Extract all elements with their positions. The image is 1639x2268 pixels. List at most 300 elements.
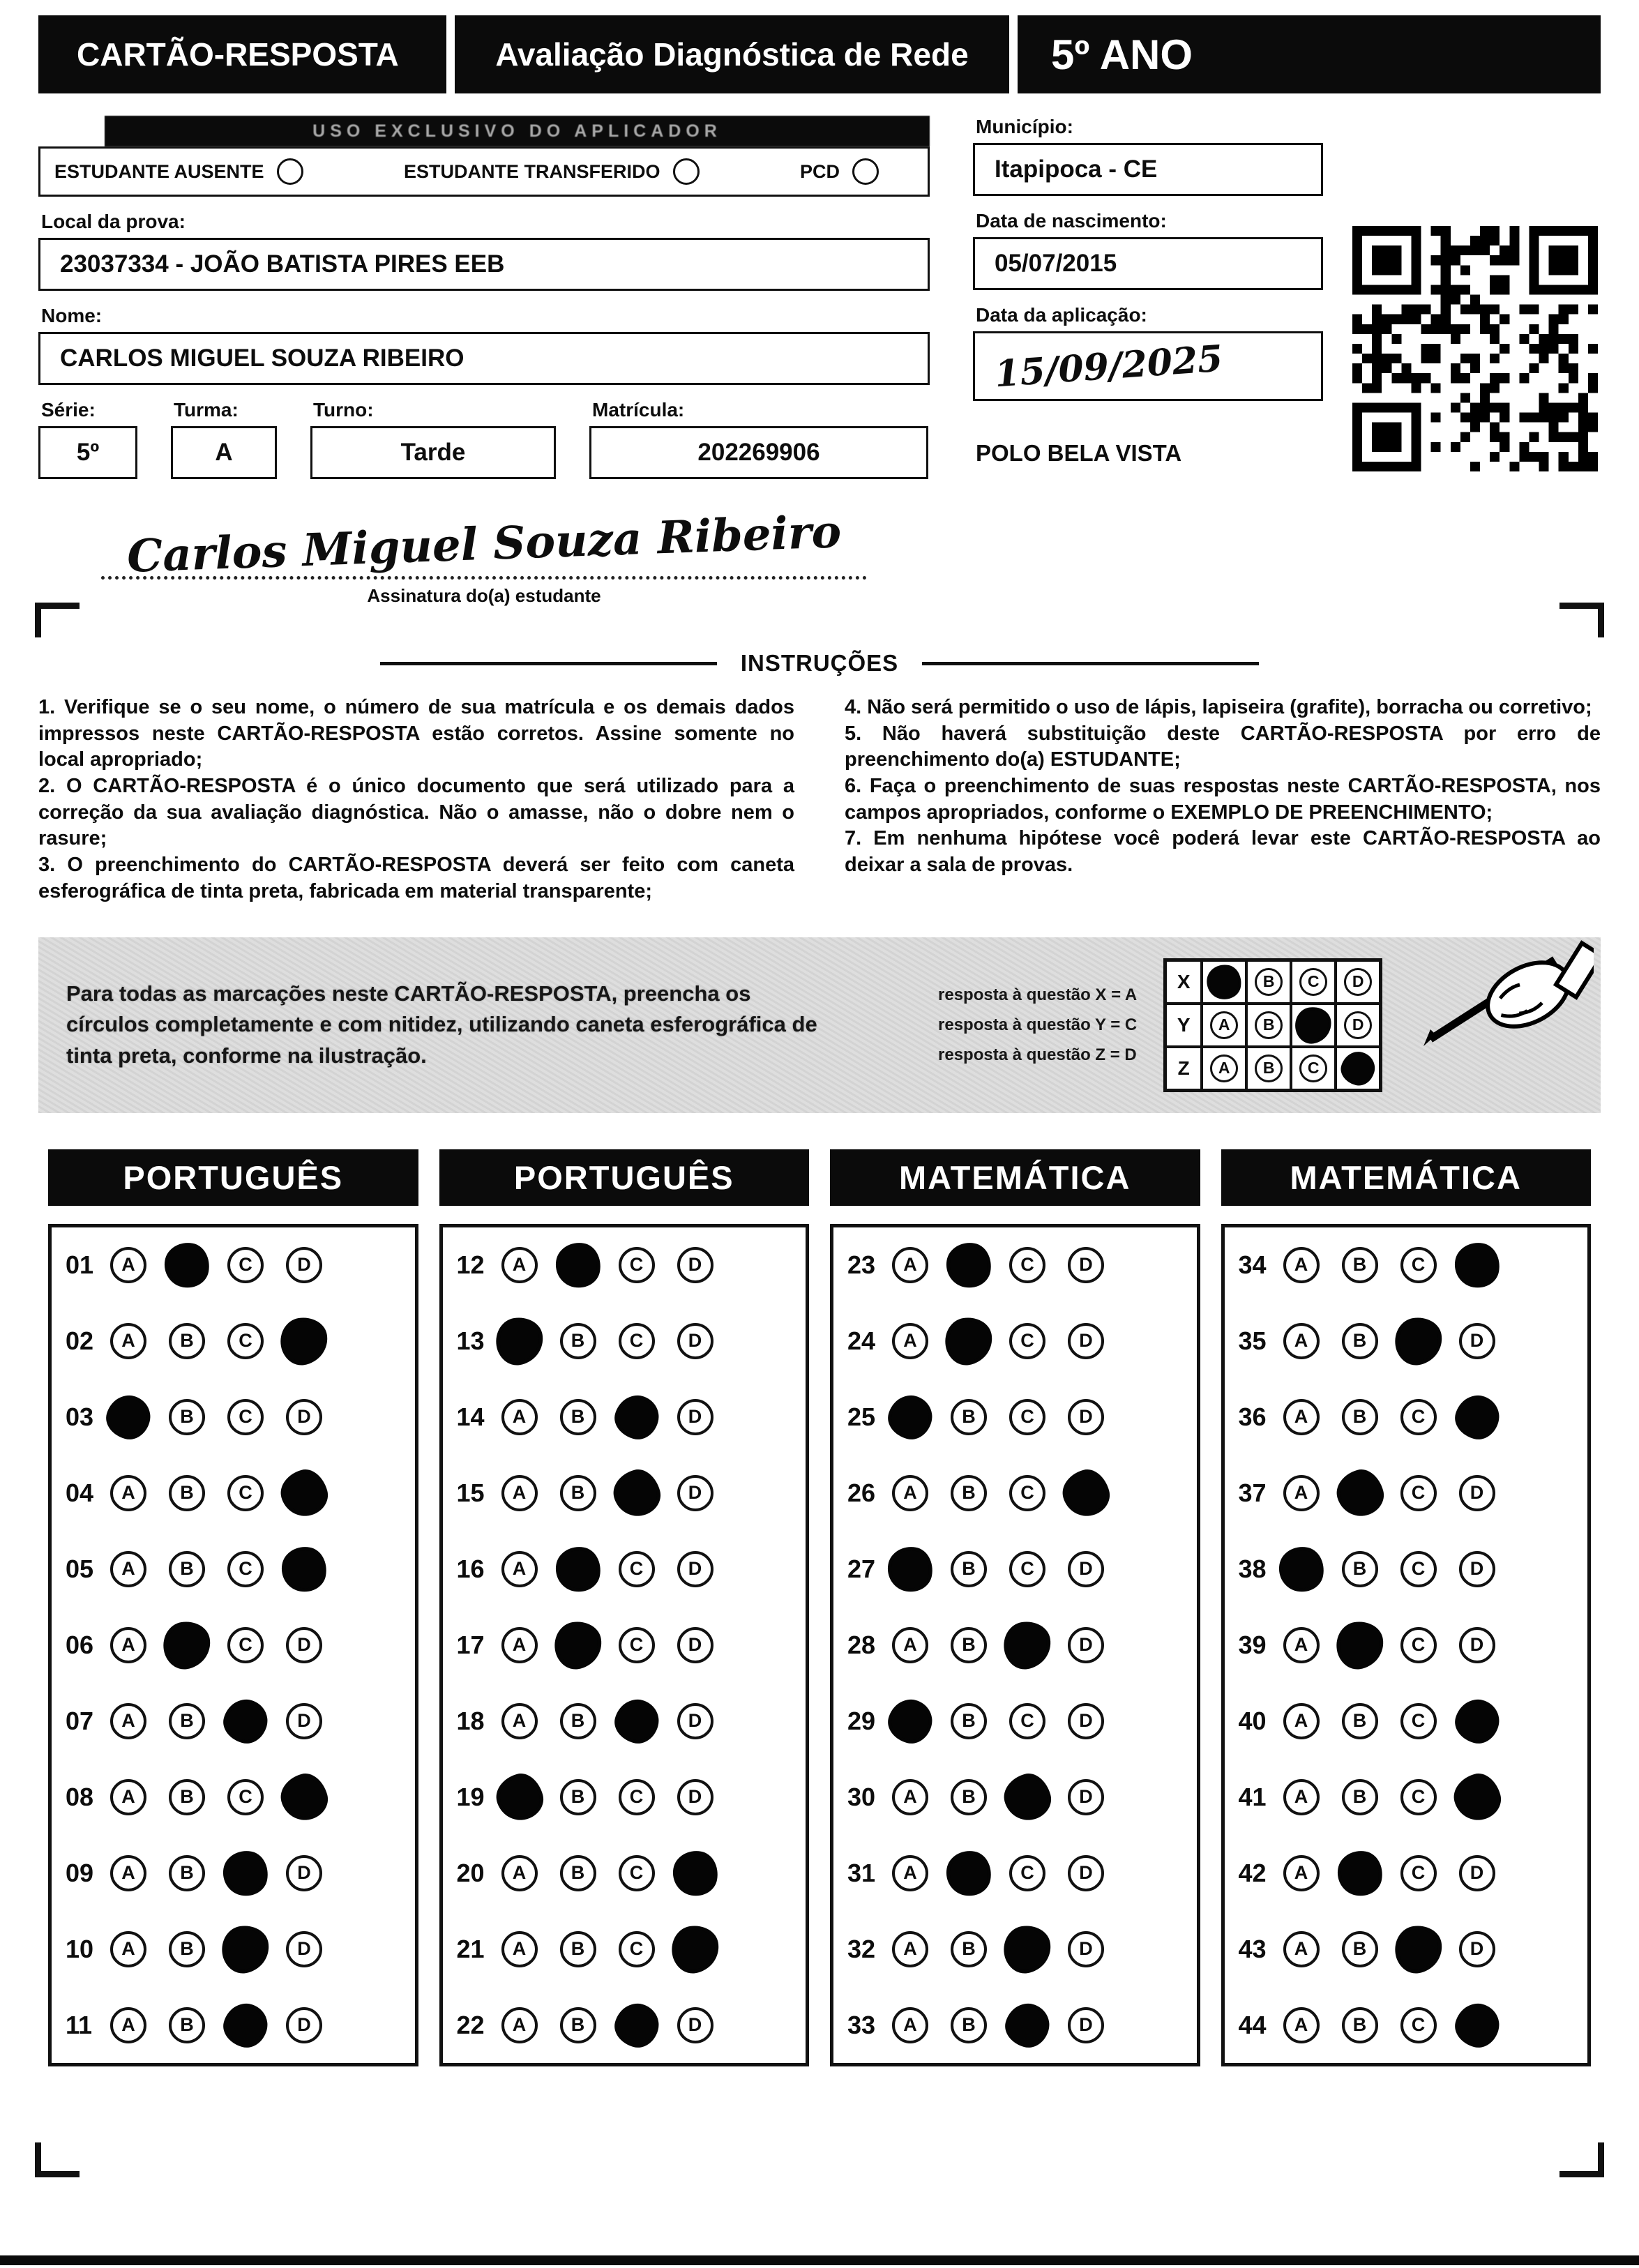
bubble-24-B[interactable] bbox=[942, 1314, 995, 1368]
question-number: 15 bbox=[456, 1478, 485, 1507]
bubble-27-C[interactable]: C bbox=[1009, 1551, 1045, 1587]
bubble-13-A[interactable] bbox=[492, 1314, 546, 1368]
bubble-44-B[interactable]: B bbox=[1342, 2007, 1378, 2043]
question-number: 33 bbox=[847, 2010, 876, 2039]
bubble-34-B[interactable]: B bbox=[1342, 1247, 1378, 1283]
question-row-21 bbox=[457, 1931, 792, 1967]
answer-grid-matematica-2 bbox=[1221, 1224, 1592, 2066]
question-row-23 bbox=[847, 1247, 1183, 1283]
section-title-portugues-2: PORTUGUÊS bbox=[439, 1149, 810, 1206]
bubble-40-C[interactable]: C bbox=[1400, 1703, 1437, 1739]
bubble-16-B[interactable] bbox=[552, 1543, 604, 1595]
question-number: 05 bbox=[66, 1554, 94, 1583]
answer-column-portugues-1 bbox=[48, 1149, 418, 2066]
bubble-16-A[interactable]: A bbox=[501, 1551, 538, 1587]
applicator-options-box bbox=[38, 146, 930, 197]
bubble-04-C[interactable]: C bbox=[227, 1475, 264, 1511]
bubble-06-A[interactable]: A bbox=[110, 1627, 146, 1663]
bubble-34-C[interactable]: C bbox=[1400, 1247, 1437, 1283]
crop-mark-bottom-right bbox=[1559, 2142, 1604, 2177]
qr-code bbox=[1352, 226, 1598, 471]
question-number: 25 bbox=[847, 1402, 876, 1431]
question-row-34 bbox=[1239, 1247, 1574, 1283]
bubble-19-B[interactable]: B bbox=[560, 1779, 596, 1815]
question-row-29 bbox=[847, 1703, 1183, 1739]
bubble-39-A[interactable]: A bbox=[1283, 1627, 1320, 1663]
header bbox=[38, 15, 1601, 93]
question-number: 19 bbox=[456, 1782, 485, 1811]
bubble-17-C[interactable]: C bbox=[619, 1627, 655, 1663]
bubble-25-B[interactable]: B bbox=[951, 1399, 987, 1435]
bubble-41-A[interactable]: A bbox=[1283, 1779, 1320, 1815]
bubble-06-D[interactable]: D bbox=[286, 1627, 322, 1663]
handwritten-application-date: 15/09/2025 bbox=[993, 337, 1225, 395]
bubble-22-C[interactable] bbox=[610, 1998, 663, 2051]
bubble-07-B[interactable]: B bbox=[169, 1703, 205, 1739]
bubble-04-A[interactable]: A bbox=[110, 1475, 146, 1511]
instructions-title: INSTRUÇÕES bbox=[740, 650, 899, 676]
bubble-16-D[interactable]: D bbox=[677, 1551, 713, 1587]
question-number: 36 bbox=[1238, 1402, 1267, 1431]
bubble-18-C[interactable] bbox=[610, 1694, 663, 1747]
bubble-35-B[interactable]: B bbox=[1342, 1323, 1378, 1359]
question-number: 31 bbox=[847, 1858, 876, 1887]
answer-sections bbox=[38, 1149, 1601, 2066]
bubble-10-B[interactable]: B bbox=[169, 1931, 205, 1967]
bubble-19-A[interactable] bbox=[491, 1769, 547, 1825]
question-number: 11 bbox=[66, 2010, 93, 2039]
bubble-36-B[interactable]: B bbox=[1342, 1399, 1378, 1435]
bubble-30-C[interactable] bbox=[999, 1769, 1056, 1825]
bubble-33-B[interactable]: B bbox=[951, 2007, 987, 2043]
bubble-22-A[interactable]: A bbox=[501, 2007, 538, 2043]
bubble-10-A[interactable]: A bbox=[110, 1931, 146, 1967]
bubble-07-C[interactable] bbox=[219, 1694, 272, 1747]
question-number: 14 bbox=[456, 1402, 485, 1431]
question-number: 41 bbox=[1238, 1782, 1267, 1811]
question-number: 32 bbox=[847, 1934, 876, 1963]
bubble-39-D[interactable]: D bbox=[1459, 1627, 1495, 1663]
example-bubble-Y-A: A bbox=[1202, 1004, 1246, 1047]
bubble-43-D[interactable]: D bbox=[1459, 1931, 1495, 1967]
bubble-42-A[interactable]: A bbox=[1283, 1855, 1320, 1891]
question-row-19 bbox=[457, 1779, 792, 1815]
bubble-40-D[interactable] bbox=[1450, 1694, 1503, 1747]
question-number: 06 bbox=[66, 1630, 94, 1659]
bubble-27-B[interactable]: B bbox=[951, 1551, 987, 1587]
question-number: 03 bbox=[66, 1402, 94, 1431]
section-title-matematica-2: MATEMÁTICA bbox=[1221, 1149, 1592, 1206]
bubble-11-C[interactable] bbox=[219, 1998, 272, 2051]
example-bubble-Z-A: A bbox=[1202, 1047, 1246, 1090]
bubble-15-A[interactable]: A bbox=[501, 1475, 538, 1511]
bubble-13-D[interactable]: D bbox=[677, 1323, 713, 1359]
bubble-30-B[interactable]: B bbox=[951, 1779, 987, 1815]
local-value: 23037334 - JOÃO BATISTA PIRES EEB bbox=[38, 238, 930, 291]
bubble-03-C[interactable]: C bbox=[227, 1399, 264, 1435]
bubble-14-C[interactable] bbox=[610, 1390, 663, 1443]
question-row-35 bbox=[1239, 1323, 1574, 1359]
bubble-26-A[interactable]: A bbox=[892, 1475, 928, 1511]
bubble-35-D[interactable]: D bbox=[1459, 1323, 1495, 1359]
question-number: 35 bbox=[1238, 1326, 1267, 1355]
bubble-02-D[interactable] bbox=[277, 1314, 331, 1368]
bubble-31-C[interactable]: C bbox=[1009, 1855, 1045, 1891]
bubble-31-A[interactable]: A bbox=[892, 1855, 928, 1891]
bubble-03-D[interactable]: D bbox=[286, 1399, 322, 1435]
bubble-22-B[interactable]: B bbox=[560, 2007, 596, 2043]
question-number: 30 bbox=[847, 1782, 876, 1811]
bubble-22-D[interactable]: D bbox=[677, 2007, 713, 2043]
question-number: 40 bbox=[1238, 1706, 1267, 1735]
question-number: 13 bbox=[456, 1326, 485, 1355]
bubble-23-B[interactable] bbox=[943, 1239, 995, 1291]
bubble-05-A[interactable]: A bbox=[110, 1551, 146, 1587]
bubble-38-A[interactable] bbox=[1275, 1543, 1327, 1595]
bubble-19-D[interactable]: D bbox=[677, 1779, 713, 1815]
bubble-35-A[interactable]: A bbox=[1283, 1323, 1320, 1359]
bubble-21-B[interactable]: B bbox=[560, 1931, 596, 1967]
bubble-27-A[interactable] bbox=[884, 1543, 937, 1595]
example-row-label-Z: Z bbox=[1165, 1047, 1202, 1090]
bubble-30-D[interactable]: D bbox=[1068, 1779, 1104, 1815]
bubble-18-D[interactable]: D bbox=[677, 1703, 713, 1739]
question-row-33 bbox=[847, 2007, 1183, 2043]
bubble-11-A[interactable]: A bbox=[110, 2007, 146, 2043]
bubble-14-A[interactable]: A bbox=[501, 1399, 538, 1435]
bubble-12-C[interactable]: C bbox=[619, 1247, 655, 1283]
bubble-23-D[interactable]: D bbox=[1068, 1247, 1104, 1283]
matricula-label: Matrícula: bbox=[592, 399, 685, 421]
bubble-29-D[interactable]: D bbox=[1068, 1703, 1104, 1739]
question-row-06 bbox=[66, 1627, 401, 1663]
bubble-33-C[interactable] bbox=[1001, 1998, 1054, 2051]
question-number: 02 bbox=[66, 1326, 94, 1355]
question-number: 39 bbox=[1238, 1630, 1267, 1659]
bubble-25-D[interactable]: D bbox=[1068, 1399, 1104, 1435]
instructions-section bbox=[38, 650, 1601, 905]
bubble-13-C[interactable]: C bbox=[619, 1323, 655, 1359]
bubble-21-A[interactable]: A bbox=[501, 1931, 538, 1967]
bubble-38-C[interactable]: C bbox=[1400, 1551, 1437, 1587]
answer-column-portugues-2 bbox=[439, 1149, 810, 2066]
answer-column-matematica-2 bbox=[1221, 1149, 1592, 2066]
turma-value: A bbox=[171, 426, 277, 479]
bubble-17-A[interactable]: A bbox=[501, 1627, 538, 1663]
signature-area bbox=[38, 506, 930, 607]
turno-value: Tarde bbox=[310, 426, 556, 479]
bubble-24-D[interactable]: D bbox=[1068, 1323, 1104, 1359]
question-row-26 bbox=[847, 1475, 1183, 1511]
bubble-26-B[interactable]: B bbox=[951, 1475, 987, 1511]
bubble-14-B[interactable]: B bbox=[560, 1399, 596, 1435]
bubble-28-D[interactable]: D bbox=[1068, 1627, 1104, 1663]
pcd-circle[interactable] bbox=[852, 158, 879, 185]
question-row-01 bbox=[66, 1247, 401, 1283]
bubble-14-D[interactable]: D bbox=[677, 1399, 713, 1435]
bubble-13-B[interactable]: B bbox=[560, 1323, 596, 1359]
bubble-08-C[interactable]: C bbox=[227, 1779, 264, 1815]
answer-grid-portugues-2 bbox=[439, 1224, 810, 2066]
bubble-20-D[interactable] bbox=[669, 1847, 721, 1899]
question-row-44 bbox=[1239, 2007, 1574, 2043]
question-row-39 bbox=[1239, 1627, 1574, 1663]
bubble-15-C[interactable] bbox=[608, 1465, 665, 1521]
example-bubble-Y-B: B bbox=[1246, 1004, 1291, 1047]
question-row-41 bbox=[1239, 1779, 1574, 1815]
question-number: 16 bbox=[456, 1554, 485, 1583]
pcd-option bbox=[800, 158, 879, 185]
bubble-24-A[interactable]: A bbox=[892, 1323, 928, 1359]
bubble-06-C[interactable]: C bbox=[227, 1627, 264, 1663]
bubble-11-B[interactable]: B bbox=[169, 2007, 205, 2043]
instructions-right-column bbox=[845, 695, 1601, 905]
bubble-12-B[interactable] bbox=[552, 1239, 604, 1291]
example-answer-grid bbox=[1163, 958, 1382, 1092]
bubble-28-C[interactable] bbox=[1000, 1618, 1054, 1672]
bubble-11-D[interactable]: D bbox=[286, 2007, 322, 2043]
bubble-23-C[interactable]: C bbox=[1009, 1247, 1045, 1283]
fill-example-band bbox=[38, 937, 1601, 1113]
bubble-07-A[interactable]: A bbox=[110, 1703, 146, 1739]
question-row-28 bbox=[847, 1627, 1183, 1663]
bubble-26-C[interactable]: C bbox=[1009, 1475, 1045, 1511]
question-row-20 bbox=[457, 1855, 792, 1891]
bubble-41-B[interactable]: B bbox=[1342, 1779, 1378, 1815]
bubble-41-C[interactable]: C bbox=[1400, 1779, 1437, 1815]
bubble-12-A[interactable]: A bbox=[501, 1247, 538, 1283]
bubble-09-C[interactable] bbox=[220, 1847, 272, 1899]
question-number: 27 bbox=[847, 1554, 876, 1583]
question-number: 42 bbox=[1238, 1858, 1267, 1887]
bubble-44-A[interactable]: A bbox=[1283, 2007, 1320, 2043]
bubble-43-C[interactable] bbox=[1391, 1922, 1445, 1976]
bubble-36-C[interactable]: C bbox=[1400, 1399, 1437, 1435]
pcd-label: PCD bbox=[799, 160, 840, 182]
question-number: 24 bbox=[847, 1326, 876, 1355]
student-transferred-option bbox=[404, 158, 700, 185]
bubble-21-D[interactable] bbox=[668, 1922, 722, 1976]
small-fields-row bbox=[38, 385, 930, 479]
bubble-37-C[interactable]: C bbox=[1400, 1475, 1437, 1511]
bubble-31-D[interactable]: D bbox=[1068, 1855, 1104, 1891]
bubble-24-C[interactable]: C bbox=[1009, 1323, 1045, 1359]
question-number: 10 bbox=[66, 1934, 94, 1963]
bubble-08-A[interactable]: A bbox=[110, 1779, 146, 1815]
question-row-42 bbox=[1239, 1855, 1574, 1891]
question-row-15 bbox=[457, 1475, 792, 1511]
question-row-22 bbox=[457, 2007, 792, 2043]
bubble-21-C[interactable]: C bbox=[619, 1931, 655, 1967]
bubble-01-A[interactable]: A bbox=[110, 1247, 146, 1283]
instruction-item-2: 2. O CARTÃO-RESPOSTA é o único documento que será utilizado para a correção da sua avaliação diagnóstica. Não o amasse, não o dobre nem o rasure; bbox=[38, 775, 794, 850]
bubble-36-D[interactable] bbox=[1450, 1390, 1503, 1443]
instruction-item-4: 4. Não será permitido o uso de lápis, lapiseira (grafite), borracha ou corretivo; bbox=[845, 696, 1592, 718]
bubble-43-B[interactable]: B bbox=[1342, 1931, 1378, 1967]
bubble-37-A[interactable]: A bbox=[1283, 1475, 1320, 1511]
identification-form bbox=[38, 116, 1601, 607]
bubble-05-D[interactable] bbox=[278, 1543, 331, 1595]
bubble-20-C[interactable]: C bbox=[619, 1855, 655, 1891]
bubble-40-A[interactable]: A bbox=[1283, 1703, 1320, 1739]
bubble-15-B[interactable]: B bbox=[560, 1475, 596, 1511]
question-row-13 bbox=[457, 1323, 792, 1359]
bubble-44-D[interactable] bbox=[1450, 1998, 1503, 2051]
bubble-28-B[interactable]: B bbox=[951, 1627, 987, 1663]
question-row-08 bbox=[66, 1779, 401, 1815]
form-right-column bbox=[930, 116, 1601, 607]
title-rule-right bbox=[922, 662, 1259, 665]
bubble-28-A[interactable]: A bbox=[892, 1627, 928, 1663]
bubble-35-C[interactable] bbox=[1391, 1314, 1445, 1368]
form-left-column bbox=[38, 116, 930, 607]
bubble-09-D[interactable]: D bbox=[286, 1855, 322, 1891]
instruction-item-1: 1. Verifique se o seu nome, o número de sua matrícula e os demais dados impressos neste CARTÃO-RESPOSTA estão corretos. Assine somente no local apropriado; bbox=[38, 696, 794, 771]
student-transferred-circle[interactable] bbox=[673, 158, 700, 185]
bubble-07-D[interactable]: D bbox=[286, 1703, 322, 1739]
student-transferred-label: ESTUDANTE TRANSFERIDO bbox=[404, 160, 660, 182]
bubble-33-D[interactable]: D bbox=[1068, 2007, 1104, 2043]
bubble-09-B[interactable]: B bbox=[169, 1855, 205, 1891]
student-absent-circle[interactable] bbox=[277, 158, 303, 185]
question-row-02 bbox=[66, 1323, 401, 1359]
question-number: 08 bbox=[66, 1782, 94, 1811]
question-row-05 bbox=[66, 1551, 401, 1587]
bubble-43-A[interactable]: A bbox=[1283, 1931, 1320, 1967]
bubble-26-D[interactable] bbox=[1058, 1465, 1115, 1521]
bubble-39-B[interactable] bbox=[1333, 1618, 1387, 1672]
bubble-34-A[interactable]: A bbox=[1283, 1247, 1320, 1283]
example-row-label-X: X bbox=[1165, 960, 1202, 1004]
bubble-36-A[interactable]: A bbox=[1283, 1399, 1320, 1435]
example-bubble-X-A bbox=[1202, 960, 1246, 1004]
question-number: 20 bbox=[456, 1858, 485, 1887]
bubble-34-D[interactable] bbox=[1451, 1239, 1503, 1291]
bubble-39-C[interactable]: C bbox=[1400, 1627, 1437, 1663]
bubble-25-A[interactable] bbox=[884, 1390, 937, 1443]
bubble-27-D[interactable]: D bbox=[1068, 1551, 1104, 1587]
nascimento-label: Data de nascimento: bbox=[976, 210, 1167, 232]
bubble-20-B[interactable]: B bbox=[560, 1855, 596, 1891]
bubble-02-C[interactable]: C bbox=[227, 1323, 264, 1359]
bubble-19-C[interactable]: C bbox=[619, 1779, 655, 1815]
student-absent-option bbox=[54, 158, 303, 185]
bubble-01-C[interactable]: C bbox=[227, 1247, 264, 1283]
bubble-29-C[interactable]: C bbox=[1009, 1703, 1045, 1739]
bubble-40-B[interactable]: B bbox=[1342, 1703, 1378, 1739]
bubble-08-B[interactable]: B bbox=[169, 1779, 205, 1815]
bubble-15-D[interactable]: D bbox=[677, 1475, 713, 1511]
bubble-42-D[interactable]: D bbox=[1459, 1855, 1495, 1891]
turma-label: Turma: bbox=[174, 399, 239, 421]
question-number: 43 bbox=[1238, 1934, 1267, 1963]
bubble-01-B[interactable] bbox=[161, 1239, 213, 1291]
example-legend-x: resposta à questão X = A bbox=[938, 985, 1138, 1004]
bubble-32-C[interactable] bbox=[1000, 1922, 1054, 1976]
bubble-29-B[interactable]: B bbox=[951, 1703, 987, 1739]
bubble-44-C[interactable]: C bbox=[1400, 2007, 1437, 2043]
bubble-03-B[interactable]: B bbox=[169, 1399, 205, 1435]
bubble-10-D[interactable]: D bbox=[286, 1931, 322, 1967]
answer-grid-portugues-1 bbox=[48, 1224, 418, 2066]
bubble-05-C[interactable]: C bbox=[227, 1551, 264, 1587]
bubble-25-C[interactable]: C bbox=[1009, 1399, 1045, 1435]
serie-field bbox=[38, 385, 137, 479]
bubble-23-A[interactable]: A bbox=[892, 1247, 928, 1283]
polo-label: POLO BELA VISTA bbox=[976, 440, 1182, 466]
hand-pen-illustration bbox=[1418, 940, 1594, 1052]
bubble-12-D[interactable]: D bbox=[677, 1247, 713, 1283]
answer-grid-matematica-1 bbox=[830, 1224, 1200, 2066]
crop-mark-top-right bbox=[1559, 603, 1604, 637]
bubble-30-A[interactable]: A bbox=[892, 1779, 928, 1815]
question-row-25 bbox=[847, 1399, 1183, 1435]
bubble-31-B[interactable] bbox=[943, 1847, 995, 1899]
bubble-38-B[interactable]: B bbox=[1342, 1551, 1378, 1587]
bubble-32-A[interactable]: A bbox=[892, 1931, 928, 1967]
crop-mark-top-left bbox=[35, 603, 80, 637]
question-number: 17 bbox=[456, 1630, 485, 1659]
question-number: 38 bbox=[1238, 1554, 1267, 1583]
example-bubble-Z-C: C bbox=[1291, 1047, 1336, 1090]
bubble-01-D[interactable]: D bbox=[286, 1247, 322, 1283]
bubble-41-D[interactable] bbox=[1449, 1769, 1505, 1825]
bubble-16-C[interactable]: C bbox=[619, 1551, 655, 1587]
example-row-label-Y: Y bbox=[1165, 1004, 1202, 1047]
bubble-29-A[interactable] bbox=[884, 1694, 937, 1747]
example-instruction-text: Para todas as marcações neste CARTÃO-RESPOSTA, preencha os círculos completamente e com nitidez, utilizando caneta esferográfica de tinta preta, conforme na ilustração. bbox=[66, 981, 817, 1068]
question-number: 44 bbox=[1238, 2010, 1267, 2039]
bubble-37-B[interactable] bbox=[1331, 1465, 1388, 1521]
question-number: 12 bbox=[456, 1250, 485, 1279]
question-number: 37 bbox=[1238, 1478, 1267, 1507]
bubble-04-D[interactable] bbox=[276, 1465, 333, 1521]
bubble-32-B[interactable]: B bbox=[951, 1931, 987, 1967]
bubble-03-A[interactable] bbox=[102, 1390, 155, 1443]
bubble-04-B[interactable]: B bbox=[169, 1475, 205, 1511]
bubble-08-D[interactable] bbox=[276, 1769, 333, 1825]
question-number: 04 bbox=[66, 1478, 94, 1507]
bubble-33-A[interactable]: A bbox=[892, 2007, 928, 2043]
bubble-17-D[interactable]: D bbox=[677, 1627, 713, 1663]
bubble-18-A[interactable]: A bbox=[501, 1703, 538, 1739]
section-title-matematica-1: MATEMÁTICA bbox=[830, 1149, 1200, 1206]
bubble-02-A[interactable]: A bbox=[110, 1323, 146, 1359]
question-number: 34 bbox=[1238, 1250, 1267, 1279]
aplicacao-value bbox=[973, 331, 1323, 401]
example-bubble-Y-D: D bbox=[1336, 1004, 1380, 1047]
bubble-05-B[interactable]: B bbox=[169, 1551, 205, 1587]
bubble-42-B[interactable] bbox=[1334, 1847, 1386, 1899]
bubble-37-D[interactable]: D bbox=[1459, 1475, 1495, 1511]
bubble-42-C[interactable]: C bbox=[1400, 1855, 1437, 1891]
example-bubble-X-B: B bbox=[1246, 960, 1291, 1004]
bubble-10-C[interactable] bbox=[218, 1922, 272, 1976]
bubble-02-B[interactable]: B bbox=[169, 1323, 205, 1359]
bubble-09-A[interactable]: A bbox=[110, 1855, 146, 1891]
bubble-17-B[interactable] bbox=[551, 1618, 605, 1672]
bubble-06-B[interactable] bbox=[160, 1618, 213, 1672]
answer-column-matematica-1 bbox=[830, 1149, 1200, 2066]
bubble-18-B[interactable]: B bbox=[560, 1703, 596, 1739]
bubble-20-A[interactable]: A bbox=[501, 1855, 538, 1891]
question-row-17 bbox=[457, 1627, 792, 1663]
instruction-item-3: 3. O preenchimento do CARTÃO-RESPOSTA deverá ser feito com caneta esferográfica de tinta preta, fabricada em material transparente; bbox=[38, 854, 794, 902]
bubble-32-D[interactable]: D bbox=[1068, 1931, 1104, 1967]
bubble-38-D[interactable]: D bbox=[1459, 1551, 1495, 1587]
signature-line bbox=[101, 506, 867, 583]
question-row-14 bbox=[457, 1399, 792, 1435]
